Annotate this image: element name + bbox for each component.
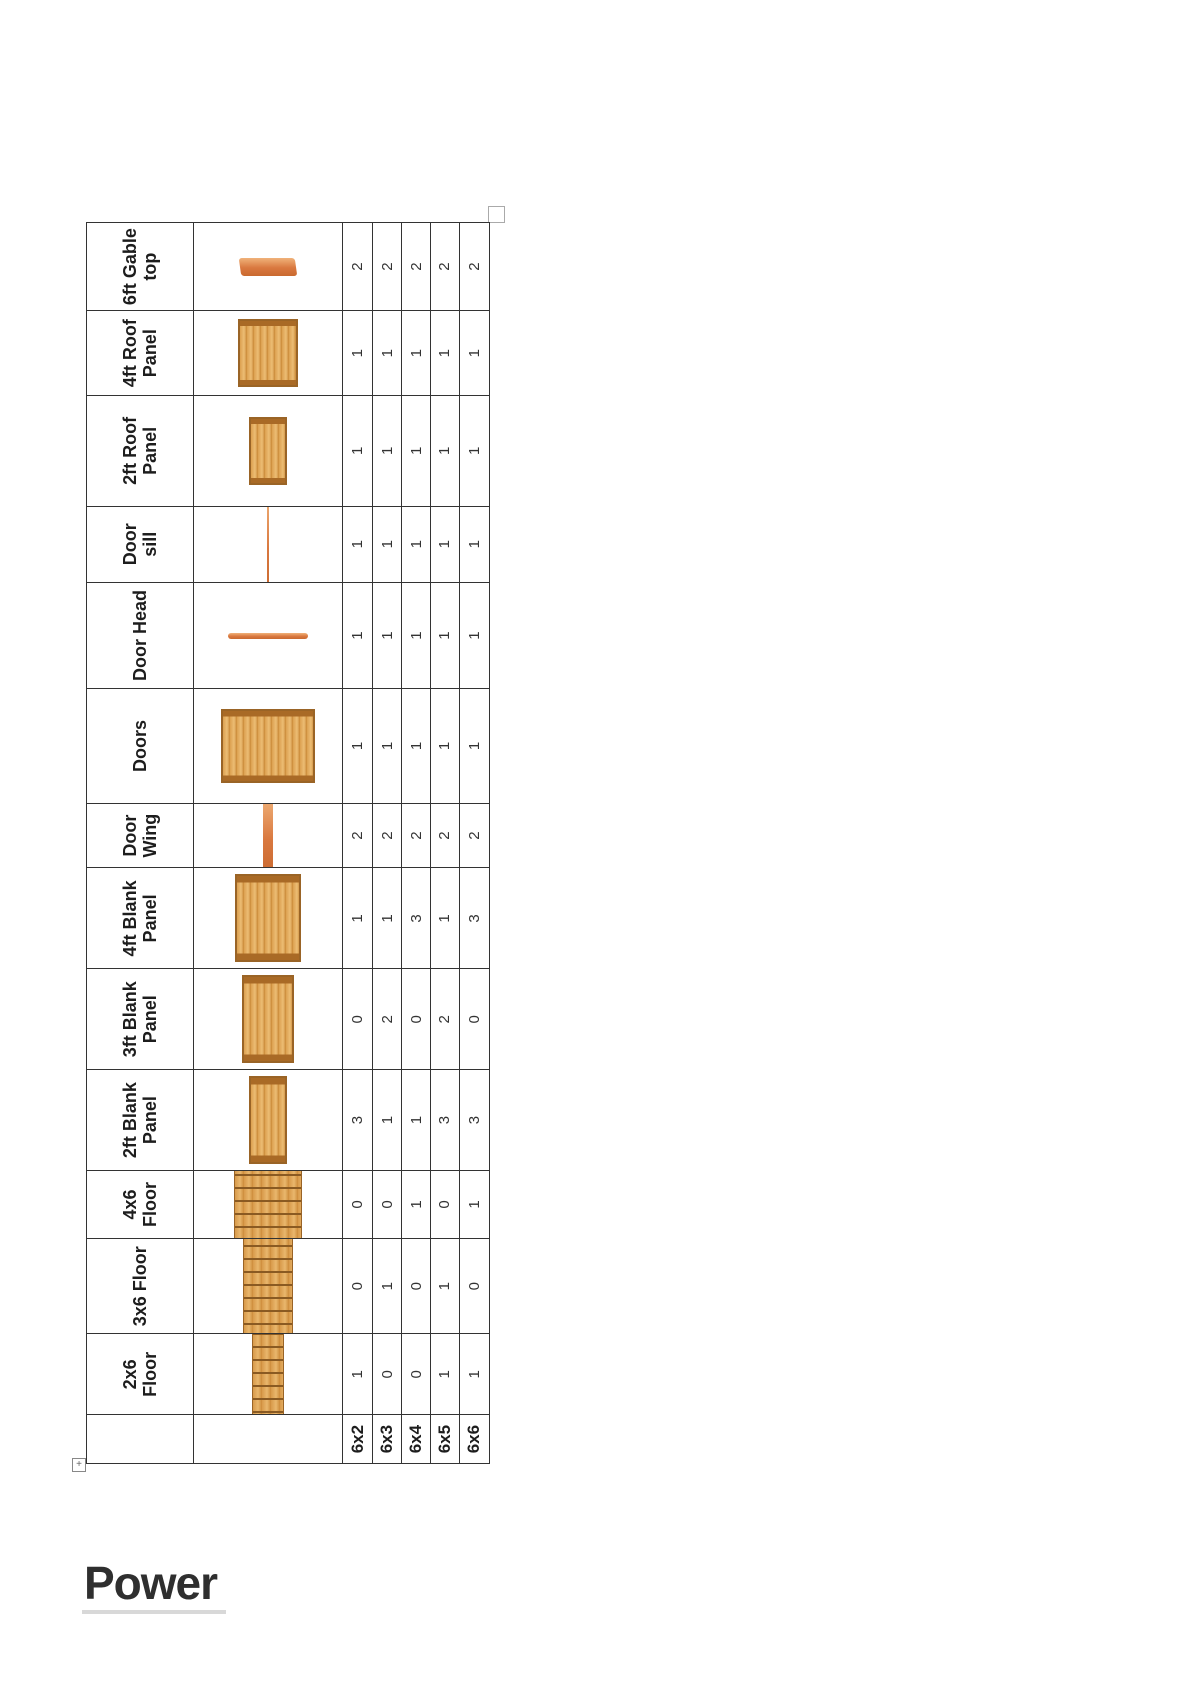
size-row (402, 223, 431, 1464)
size-label: 6x2 (343, 1415, 373, 1464)
component-header: 4ft Blank Panel (87, 868, 194, 969)
quantity-cell: 1 (343, 689, 373, 804)
quantity-cell: 1 (431, 311, 460, 396)
component-image-cell (194, 311, 343, 396)
component-header: 2ft Roof Panel (87, 396, 194, 506)
quantity-cell: 2 (343, 803, 373, 868)
quantity-cell: 0 (459, 969, 489, 1070)
component-header: 3ft Blank Panel (87, 969, 194, 1070)
size-label: 6x4 (402, 1415, 431, 1464)
quantity-cell: 1 (402, 1171, 431, 1239)
quantity-cell: 0 (459, 1238, 489, 1334)
component-image-cell (194, 868, 343, 969)
t1-grid (86, 222, 490, 1464)
corner-image-cell (194, 1415, 343, 1464)
quantity-cell: 0 (343, 1238, 373, 1334)
quantity-cell: 1 (373, 582, 402, 688)
quantity-cell: 2 (459, 223, 489, 311)
quantity-cell: 1 (402, 311, 431, 396)
quantity-cell: 1 (431, 1334, 460, 1415)
floor-4x6-image (234, 1171, 302, 1239)
component-header: 2x6 Floor (87, 1334, 194, 1415)
size-row (343, 223, 373, 1464)
size-label: 6x3 (373, 1415, 402, 1464)
component-header: 2ft Blank Panel (87, 1070, 194, 1171)
door-wing-image (263, 803, 273, 868)
quantity-cell: 1 (343, 1334, 373, 1415)
power-logo (84, 1556, 217, 1610)
component-image-cell (194, 1334, 343, 1415)
doors-image (221, 709, 315, 783)
quantity-cell: 2 (343, 223, 373, 311)
quantity-cell: 1 (343, 311, 373, 396)
component-image-cell (194, 969, 343, 1070)
quantity-cell: 0 (373, 1334, 402, 1415)
quantity-cell: 1 (431, 582, 460, 688)
component-header: Door Head (87, 582, 194, 688)
quantity-cell: 0 (402, 969, 431, 1070)
quantity-cell: 2 (431, 803, 460, 868)
roof-panel-4ft-image (238, 319, 298, 387)
quantity-cell: 1 (431, 689, 460, 804)
quantity-cell: 1 (373, 311, 402, 396)
quantity-cell: 1 (373, 1238, 402, 1334)
quantity-cell: 1 (373, 868, 402, 969)
floor-3x6-image (243, 1238, 293, 1334)
blank-panel-4ft-image (235, 874, 301, 962)
quantity-cell: 2 (402, 223, 431, 311)
table-resize-handle[interactable] (488, 206, 505, 223)
component-header: Doors (87, 689, 194, 804)
quantity-cell: 1 (459, 689, 489, 804)
component-image-cell (194, 582, 343, 688)
quantity-cell: 1 (431, 506, 460, 582)
size-label: 6x5 (431, 1415, 460, 1464)
quantity-cell: 0 (343, 969, 373, 1070)
components-table-1 (86, 222, 490, 1464)
logo-text: Power (84, 1557, 218, 1609)
blank-panel-3ft-image (242, 975, 294, 1063)
component-header: 3x6 Floor (87, 1238, 194, 1334)
quantity-cell: 2 (373, 223, 402, 311)
quantity-cell: 0 (373, 1171, 402, 1239)
quantity-cell: 2 (431, 969, 460, 1070)
quantity-cell: 1 (343, 506, 373, 582)
component-header: 4x6 Floor (87, 1171, 194, 1239)
quantity-cell: 0 (431, 1171, 460, 1239)
quantity-cell: 1 (402, 582, 431, 688)
quantity-cell: 1 (343, 582, 373, 688)
quantity-cell: 1 (373, 396, 402, 506)
component-header: 6ft Gable top (87, 223, 194, 311)
table-move-handle[interactable]: + (72, 1458, 86, 1472)
quantity-cell: 1 (459, 1334, 489, 1415)
quantity-cell: 3 (343, 1070, 373, 1171)
component-image-cell (194, 396, 343, 506)
quantity-cell: 1 (373, 1070, 402, 1171)
quantity-cell: 1 (402, 1070, 431, 1171)
quantity-cell: 1 (459, 506, 489, 582)
gable-top-image (239, 258, 298, 276)
quantity-cell: 1 (402, 689, 431, 804)
component-image-cell (194, 1238, 343, 1334)
quantity-cell: 0 (402, 1334, 431, 1415)
quantity-cell: 0 (402, 1238, 431, 1334)
quantity-cell: 0 (343, 1171, 373, 1239)
quantity-cell: 1 (373, 506, 402, 582)
quantity-cell: 1 (459, 582, 489, 688)
roof-panel-2ft-image (249, 417, 287, 485)
quantity-cell: 3 (459, 868, 489, 969)
blank-panel-2ft-image (249, 1076, 287, 1164)
component-image-cell (194, 506, 343, 582)
component-image-cell (194, 223, 343, 311)
size-row (373, 223, 402, 1464)
quantity-cell: 1 (459, 1171, 489, 1239)
component-header: Door sill (87, 506, 194, 582)
quantity-cell: 1 (431, 868, 460, 969)
quantity-cell: 3 (431, 1070, 460, 1171)
logo-underline (82, 1610, 226, 1614)
quantity-cell: 2 (402, 803, 431, 868)
component-image-cell (194, 803, 343, 868)
quantity-cell: 2 (459, 803, 489, 868)
quantity-cell: 1 (431, 396, 460, 506)
quantity-cell: 2 (373, 803, 402, 868)
quantity-cell: 1 (402, 506, 431, 582)
quantity-cell: 3 (459, 1070, 489, 1171)
corner-cell (87, 1415, 194, 1464)
quantity-cell: 1 (431, 1238, 460, 1334)
quantity-cell: 1 (459, 396, 489, 506)
quantity-cell: 1 (343, 868, 373, 969)
door-head-image (228, 633, 308, 639)
quantity-cell: 2 (431, 223, 460, 311)
quantity-cell: 2 (373, 969, 402, 1070)
quantity-cell: 1 (373, 689, 402, 804)
door-sill-image (267, 506, 269, 582)
component-image-cell (194, 1070, 343, 1171)
component-image-cell (194, 689, 343, 804)
component-image-cell (194, 1171, 343, 1239)
floor-2x6-image (252, 1334, 284, 1415)
quantity-cell: 1 (459, 311, 489, 396)
quantity-cell: 1 (343, 396, 373, 506)
quantity-cell: 3 (402, 868, 431, 969)
quantity-cell: 1 (402, 396, 431, 506)
size-label: 6x6 (459, 1415, 489, 1464)
size-row (431, 223, 460, 1464)
component-header: Door Wing (87, 803, 194, 868)
component-header: 4ft Roof Panel (87, 311, 194, 396)
size-row (459, 223, 489, 1464)
